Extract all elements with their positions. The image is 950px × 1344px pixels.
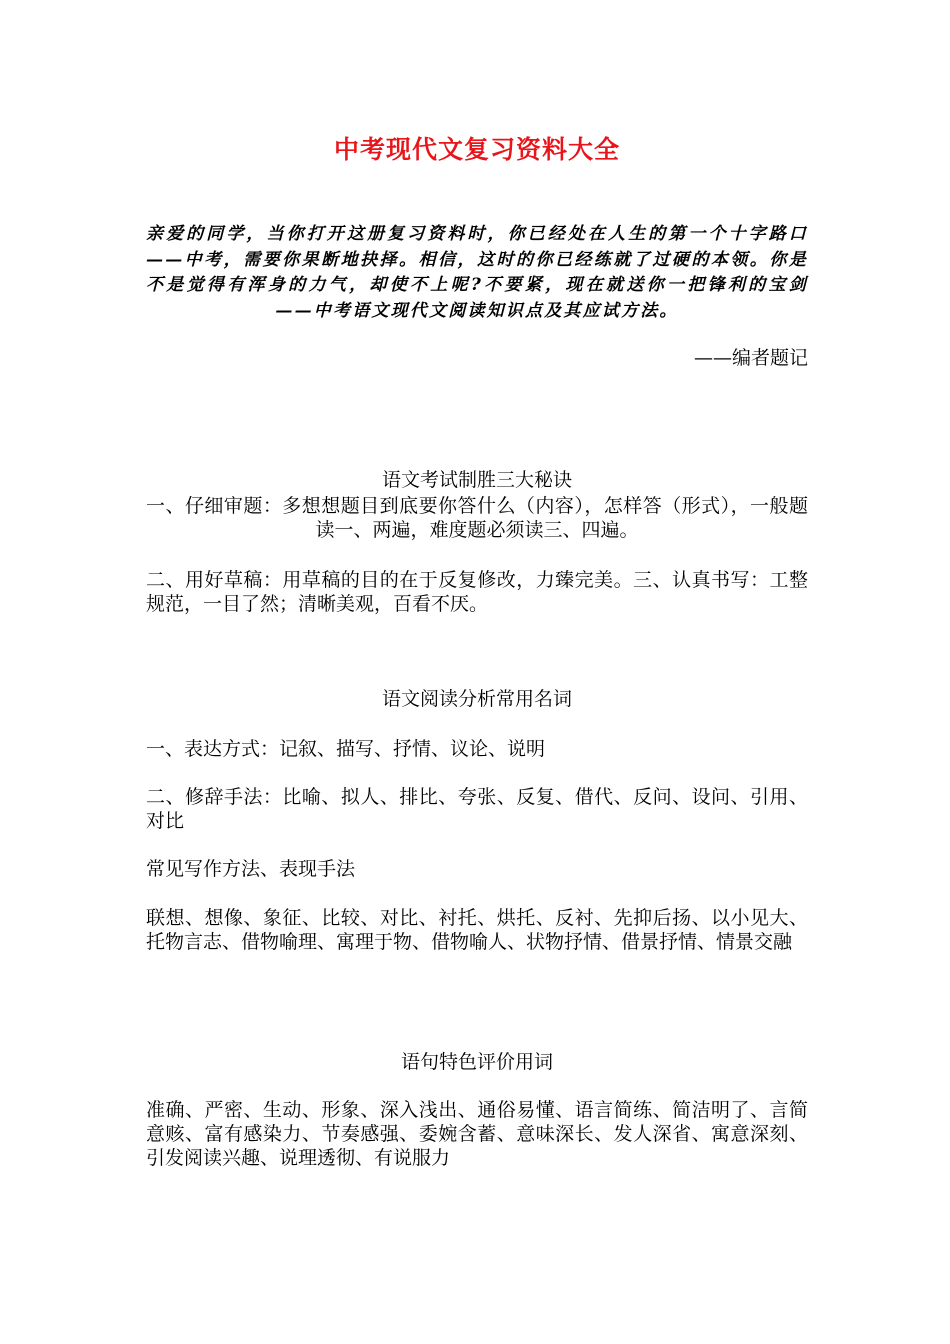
exam-secret-2-3-paragraph: 二、用好草稿：用草稿的目的在于反复修改，力臻完美。三、认真书写：工整规范，一目了然；清晰美观，百看不厌。 xyxy=(146,569,808,615)
writing-methods-paragraph: 联想、想像、象征、比较、对比、衬托、烘托、反衬、先抑后扬、以小见大、托物言志、借物喻理、寓理于物、借物喻人、状物抒情、借景抒情、情景交融 xyxy=(146,907,808,953)
document-title: 中考现代文复习资料大全 xyxy=(333,135,620,164)
exam-secret-1-paragraph: 一、仔细审题：多想想题目到底要你答什么（内容），怎样答（形式），一般题读一、两遍，难度题必须读三、四遍。 xyxy=(146,495,808,541)
preface-signature: ——编者题记 xyxy=(693,347,808,369)
writing-methods-heading: 常见写作方法、表现手法 xyxy=(146,858,356,880)
expression-modes-paragraph: 一、表达方式：记叙、描写、抒情、议论、说明 xyxy=(146,738,546,760)
section-heading-exam-secrets: 语文考试制胜三大秘诀 xyxy=(381,469,572,491)
rhetoric-devices-paragraph: 二、修辞手法：比喻、拟人、排比、夸张、反复、借代、反问、设问、引用、对比 xyxy=(146,786,808,832)
evaluation-terms-paragraph: 准确、严密、生动、形象、深入浅出、通俗易懂、语言简练、简洁明了、言简意赅、富有感染力、节奏感强、委婉含蓄、意味深长、发人深省、寓意深刻、引发阅读兴趣、说理透彻、有说服力 xyxy=(146,1099,808,1169)
preface-paragraph: 亲爱的同学，当你打开这册复习资料时，你已经处在人生的第一个十字路口——中考，需要你果断地抉择。相信，这时的你已经练就了过硬的本领。你是不是觉得有浑身的力气，却使不上呢?不要紧，现在就送你一把锋利的宝剑——中考语文现代文阅读知识点及其应试方法。 xyxy=(146,224,808,321)
section-heading-sentence-evaluation: 语句特色评价用词 xyxy=(400,1051,553,1073)
section-heading-reading-terms: 语文阅读分析常用名词 xyxy=(381,688,572,710)
